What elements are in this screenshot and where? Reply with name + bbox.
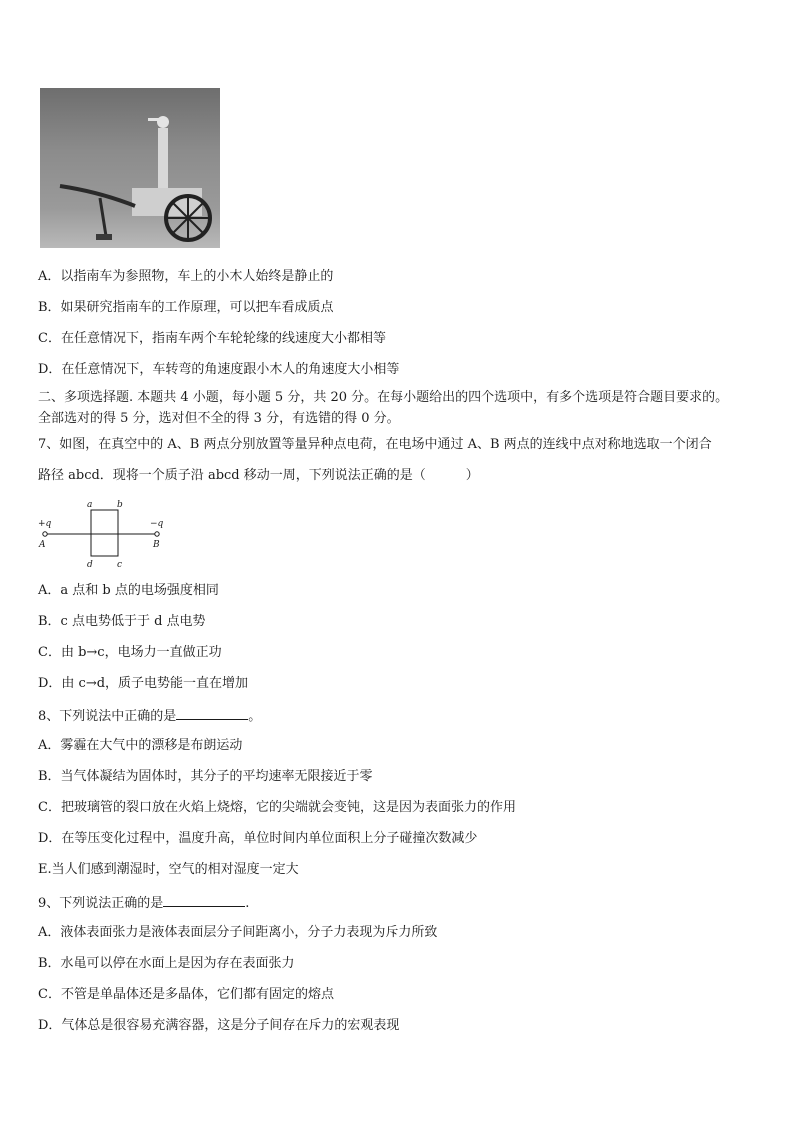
q8-stem-end: 。 <box>248 709 262 724</box>
diagram-svg <box>36 498 176 570</box>
label-d: d <box>87 560 93 570</box>
label-a: a <box>87 500 93 510</box>
q9-answer-blank <box>163 893 245 907</box>
q6-option-d: D．在任意情况下，车转弯的角速度跟小木人的角速度大小相等 <box>38 362 400 377</box>
q8-option-b: B．当气体凝结为固体时，其分子的平均速率无限接近于零 <box>38 769 373 784</box>
q6-option-a: A．以指南车为参照物，车上的小木人始终是静止的 <box>38 269 334 284</box>
q8-option-e: E.当人们感到潮湿时，空气的相对湿度一定大 <box>38 862 299 877</box>
q8-option-d: D．在等压变化过程中，温度升高，单位时间内单位面积上分子碰撞次数减少 <box>38 831 478 846</box>
label-pos-charge: +q <box>38 519 52 529</box>
label-neg-charge: −q <box>150 519 164 529</box>
south-pointing-chariot-photo <box>40 88 220 248</box>
path-abcd <box>91 510 118 556</box>
label-A: A <box>39 540 46 550</box>
q8-option-a: A．雾霾在大气中的漂移是布朗运动 <box>38 738 243 753</box>
section2-heading-line2: 全部选对的得 5 分，选对但不全的得 3 分，有选错的得 0 分。 <box>38 411 400 426</box>
q7-option-b: B．c 点电势低于于 d 点电势 <box>38 614 206 629</box>
point-a-charge <box>43 532 47 536</box>
q9-stem-text: 9、下列说法正确的是 <box>38 896 164 911</box>
q6-option-c: C．在任意情况下，指南车两个车轮轮缘的线速度大小都相等 <box>38 331 386 346</box>
section2-heading-line1: 二、多项选择题. 本题共 4 小题，每小题 5 分，共 20 分。在每小题给出的四个选项中，有多个选项是符合题目要求的。 <box>38 390 729 405</box>
q9-option-d: D．气体总是很容易充满容器，这是分子间存在斥力的宏观表现 <box>38 1018 400 1033</box>
q6-option-b: B．如果研究指南车的工作原理，可以把车看成质点 <box>38 300 334 315</box>
q8-stem <box>38 706 261 726</box>
q8-option-c: C．把玻璃管的裂口放在火焰上烧熔，它的尖端就会变钝，这是因为表面张力的作用 <box>38 800 516 815</box>
q9-option-b: B．水黾可以停在水面上是因为存在表面张力 <box>38 956 295 971</box>
label-B: B <box>153 540 160 550</box>
q7-stem-close: ） <box>465 468 479 483</box>
q7-stem-line1: 7、如图，在真空中的 A、B 两点分别放置等量异种点电荷，在电场中通过 A、B 两点的连线中点对称地选取一个闭合 <box>38 437 712 452</box>
chariot-illustration <box>40 88 220 248</box>
q7-stem-text: 路径 abcd．现将一个质子沿 abcd 移动一周，下列说法正确的是（ <box>38 468 426 483</box>
label-c: c <box>117 560 123 570</box>
q7-option-a: A．a 点和 b 点的电场强度相同 <box>38 583 219 598</box>
label-b: b <box>117 500 123 510</box>
q7-option-c: C．由 b→c，电场力一直做正功 <box>38 645 222 660</box>
q8-stem-text: 8、下列说法中正确的是 <box>38 709 177 724</box>
charge-path-diagram <box>36 498 176 570</box>
q9-stem <box>38 893 249 913</box>
point-b-charge <box>155 532 159 536</box>
q9-option-a: A．液体表面张力是液体表面层分子间距离小，分子力表现为斥力所致 <box>38 925 438 940</box>
q9-stem-end: . <box>245 896 250 911</box>
q9-option-c: C．不管是单晶体还是多晶体，它们都有固定的熔点 <box>38 987 334 1002</box>
q7-stem-line2 <box>38 467 479 485</box>
q8-answer-blank <box>176 706 248 720</box>
q7-option-d: D．由 c→d，质子电势能一直在增加 <box>38 676 249 691</box>
